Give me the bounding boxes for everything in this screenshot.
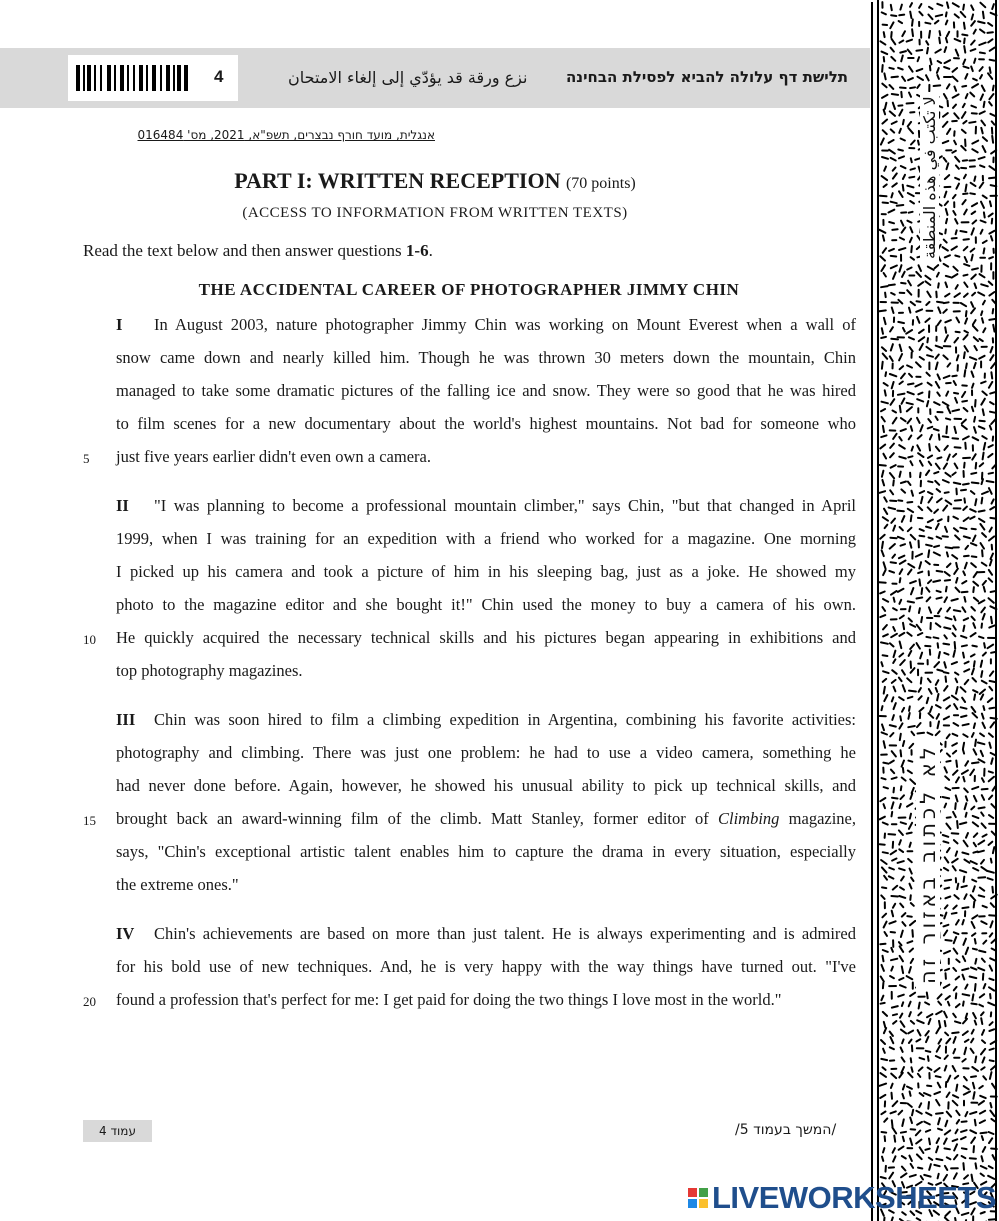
exam-info: אנגלית, מועד חורף נבצרים, תשפ"א, 2021, מס' 016484 bbox=[137, 128, 435, 142]
p2-line-2: 1999, when I was training for an expedition with a friend who worked for a magazine. One morning bbox=[116, 529, 856, 548]
p2-line-5: He quickly acquired the necessary technical skills and his pictures began appearing in exhibitions and bbox=[116, 628, 856, 647]
paragraph-label: I bbox=[116, 315, 123, 334]
paragraph-label: III bbox=[116, 710, 136, 729]
article-title: THE ACCIDENTAL CAREER OF PHOTOGRAPHER JIMMY CHIN bbox=[198, 280, 740, 299]
p3-text-1: Chin was soon hired to film a climbing expedition in Argentina, combining his favorite activities: bbox=[154, 710, 856, 729]
logo-text: LIVEWORKSHEETS bbox=[712, 1180, 997, 1215]
logo-block bbox=[699, 1199, 708, 1208]
line-number: 5 bbox=[83, 451, 90, 466]
p2-line-6: top photography magazines. bbox=[116, 661, 303, 680]
p1-line-4: to film scenes for a new documentary about the world's highest mountains. Not bad for someone who bbox=[116, 414, 856, 433]
paragraph-label: II bbox=[116, 496, 129, 515]
p3-line-2: photography and climbing. There was just one problem: he had to use a video camera, something he bbox=[116, 743, 856, 762]
line-number: 20 bbox=[83, 994, 96, 1009]
p3-line-3: had never done before. Again, however, he showed his unusual ability to pick up technical skills, and bbox=[116, 776, 856, 795]
p3-text-4b: magazine, bbox=[779, 809, 856, 828]
part-subtitle: (ACCESS TO INFORMATION FROM WRITTEN TEXTS) bbox=[242, 205, 628, 221]
page-badge: עמוד 4 bbox=[83, 1120, 152, 1142]
p1-text-1: In August 2003, nature photographer Jimmy Chin was working on Mount Everest when a wall of bbox=[154, 315, 856, 334]
instruction bbox=[83, 241, 433, 261]
p1-line-1 bbox=[116, 315, 856, 335]
p4-line-3: found a profession that's perfect for me: I get paid for doing the two things I love most in the world." bbox=[116, 990, 782, 1009]
p3-text-4a: brought back an award-winning film of the climb. Matt Stanley, former editor of bbox=[116, 809, 718, 828]
p2-text-1: "I was planning to become a professional mountain climber," says Chin, "but that changed in April bbox=[154, 496, 856, 515]
p2-line-1 bbox=[116, 496, 856, 516]
instruction-prefix: Read the text below and then answer questions bbox=[83, 241, 406, 260]
paragraph-label: IV bbox=[116, 924, 135, 943]
side-arabic-text: لا تكتب في هذه المنطقة bbox=[920, 92, 939, 263]
logo-blocks-icon bbox=[688, 1188, 708, 1208]
p1-line-5: just five years earlier didn't even own a camera. bbox=[116, 447, 431, 466]
p2-line-4: photo to the magazine editor and she bought it!" Chin used the money to buy a camera of his own. bbox=[116, 595, 856, 614]
p4-text-1: Chin's achievements are based on more than just talent. He is always experimenting and is admired bbox=[154, 924, 856, 943]
p3-line-5: says, "Chin's exceptional artistic talent enables him to capture the drama in every situation, especially bbox=[116, 842, 856, 861]
instruction-suffix: . bbox=[428, 241, 433, 260]
instruction-range: 1-6 bbox=[405, 241, 429, 260]
liveworksheets-logo bbox=[688, 1180, 996, 1216]
logo-block bbox=[688, 1188, 697, 1197]
logo-block bbox=[699, 1188, 708, 1197]
arabic-warning: نزع ورقة قد يؤدّي إلى إلغاء الامتحان bbox=[288, 68, 528, 87]
part-title-text: PART I: WRITTEN RECEPTION bbox=[234, 168, 561, 193]
p1-line-3: managed to take some dramatic pictures of the falling ice and snow. They were so good that he was hired bbox=[116, 381, 856, 400]
p4-line-1 bbox=[116, 924, 856, 944]
magazine-name: Climbing bbox=[717, 809, 780, 828]
p1-line-2: snow came down and nearly killed him. Though he was thrown 30 meters down the mountain, Chin bbox=[116, 348, 856, 367]
p2-line-3: I picked up his camera and took a picture of him in his sleeping bag, just as a joke. He showed my bbox=[116, 562, 856, 581]
p4-line-2: for his bold use of new techniques. And, he is very happy with the way things have turned out. "I've bbox=[116, 957, 856, 976]
line-number: 10 bbox=[83, 632, 96, 647]
side-hebrew-text: לא לכתוב באזור זה bbox=[916, 737, 940, 990]
page-number: 4 bbox=[214, 67, 224, 86]
barcode-icon bbox=[76, 65, 192, 91]
part-title bbox=[0, 168, 870, 194]
hebrew-warning: תלישת דף עלולה להביא לפסילת הבחינה bbox=[566, 68, 849, 86]
barcode-box bbox=[68, 55, 238, 101]
continued-note: /המשך בעמוד 5/ bbox=[735, 1122, 837, 1138]
line-number: 15 bbox=[83, 813, 96, 828]
p3-line-4 bbox=[116, 809, 856, 829]
p3-line-6: the extreme ones." bbox=[116, 875, 239, 894]
p3-line-1 bbox=[116, 710, 856, 730]
logo-block bbox=[688, 1199, 697, 1208]
part-points: (70 points) bbox=[565, 175, 636, 192]
